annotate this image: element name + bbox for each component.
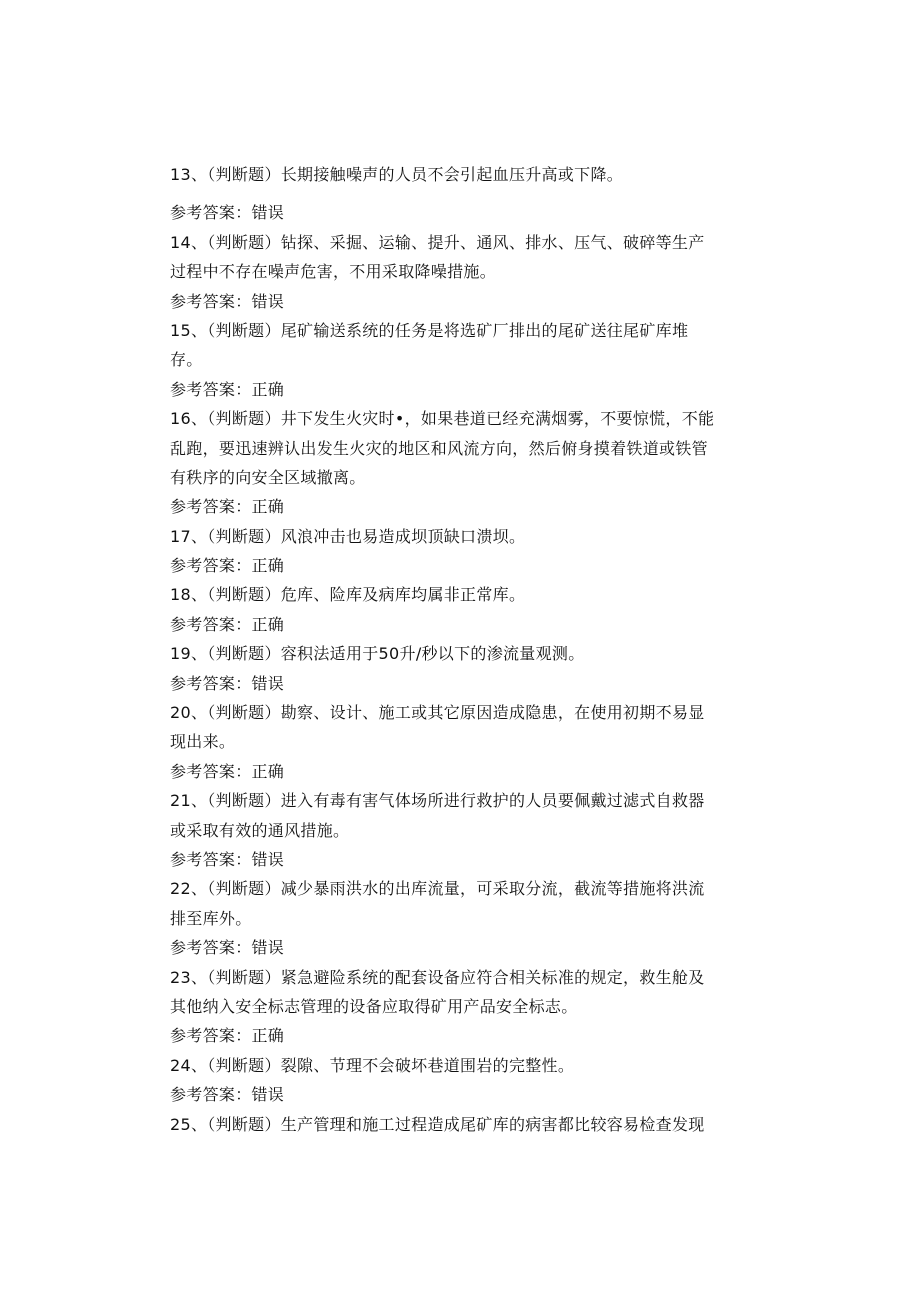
q23-answer: 参考答案：正确 — [170, 1026, 285, 1046]
q24-answer: 参考答案：错误 — [170, 1085, 285, 1105]
q19-answer: 参考答案：错误 — [170, 673, 285, 693]
q13-text: 13、（判断题）长期接触噪声的人员不会引起血压升高或下降。 — [170, 165, 624, 184]
q22-answer: 参考答案：错误 — [170, 938, 285, 958]
q21-answer: 参考答案：错误 — [170, 849, 285, 869]
q16-answer: 参考答案：正确 — [170, 497, 285, 517]
q21-text-line1: 21、（判断题）进入有毒有害气体场所进行救护的人员要佩戴过滤式自救器 — [170, 791, 705, 811]
q15-answer: 参考答案：正确 — [170, 379, 285, 399]
q14-answer: 参考答案：错误 — [170, 291, 285, 311]
q18-answer: 参考答案：正确 — [170, 614, 285, 634]
q25-text-line1: 25、（判断题）生产管理和施工过程造成尾矿库的病害都比较容易检查发现 — [170, 1114, 705, 1134]
q22-text-line2: 排至库外。 — [170, 908, 252, 928]
q20-text-line2: 现出来。 — [170, 732, 236, 752]
q21-text-line2: 或采取有效的通风措施。 — [170, 820, 350, 840]
q15-text-line2: 存。 — [170, 350, 203, 370]
q20-text-line1: 20、（判断题）勘察、设计、施工或其它原因造成隐患，在使用初期不易显 — [170, 703, 705, 723]
q23-text-line2: 其他纳入安全标志管理的设备应取得矿用产品安全标志。 — [170, 996, 578, 1016]
q13-answer: 参考答案：错误 — [170, 203, 285, 223]
q22-text-line1: 22、（判断题）减少暴雨洪水的出库流量，可采取分流，截流等措施将洪流 — [170, 879, 705, 899]
q15-text-line1: 15、（判断题）尾矿输送系统的任务是将选矿厂排出的尾矿送往尾矿库堆 — [170, 320, 689, 340]
q16-text-line2: 乱跑，要迅速辨认出发生火灾的地区和风流方向，然后俯身摸着铁道或铁管 — [170, 438, 708, 458]
q19-text: 19、（判断题）容积法适用于50升/秒以下的渗流量观测。 — [170, 644, 585, 664]
q14-text-line2: 过程中不存在噪声危害，不用采取降噪措施。 — [170, 262, 497, 282]
q20-answer: 参考答案：正确 — [170, 761, 285, 781]
q24-text: 24、（判断题）裂隙、节理不会破坏巷道围岩的完整性。 — [170, 1055, 575, 1075]
q14-text-line1: 14、（判断题）钻探、采掘、运输、提升、通风、排水、压气、破碎等生产 — [170, 232, 705, 252]
q23-text-line1: 23、（判断题）紧急避险系统的配套设备应符合相关标准的规定，救生舱及 — [170, 967, 705, 987]
question-list — [170, 160, 745, 1139]
q17-text: 17、（判断题）风浪冲击也易造成坝顶缺口溃坝。 — [170, 526, 526, 546]
q16-text-line1: 16、（判断题）井下发生火灾时•，如果巷道已经充满烟雾，不要惊慌，不能 — [170, 409, 715, 429]
q16-text-line3: 有秩序的向安全区域撤离。 — [170, 467, 366, 487]
q17-answer: 参考答案：正确 — [170, 556, 285, 576]
q18-text: 18、（判断题）危库、险库及病库均属非正常库。 — [170, 585, 526, 605]
